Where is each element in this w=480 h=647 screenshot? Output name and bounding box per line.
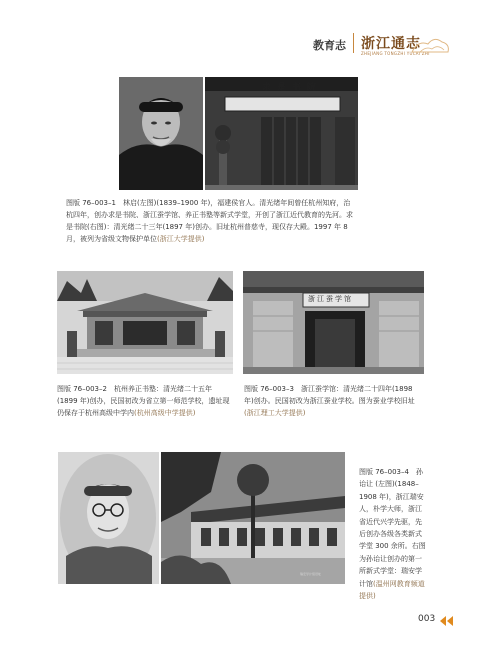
lin-qi-portrait-photo — [119, 77, 203, 190]
cloud-ornament-icon — [410, 34, 450, 56]
photo-stamp: 瑞安学计馆旧址 — [300, 572, 322, 576]
caption-plate-1 — [66, 197, 356, 245]
section-label: 教育志 — [313, 39, 346, 52]
double-arrow-icon — [438, 612, 454, 624]
book-title: 浙江通志 — [361, 36, 421, 52]
qiushi-signboard: 求是书院 — [262, 83, 323, 93]
qiushi-academy-photo — [205, 77, 358, 190]
caption-4-credit: (温州网教育频道提供) — [359, 579, 425, 601]
caption-plate-4 — [359, 466, 427, 602]
yangzheng-academy-photo — [57, 271, 233, 374]
caption-2-credit: (杭州高级中学提供) — [134, 409, 196, 417]
caption-3-text: 图版 76–003–3 浙江蚕学馆：清光绪二十四年(1898 年)创办。民国初改为浙江蚕业学校。图为蚕业学校旧址 — [244, 385, 415, 405]
caption-1-text: 图版 76–003–1 林启(左图)(1839–1900 年)，福建侯官人。清光绪年间曾任杭州知府，治杭四年，创办求是书院、浙江蚕学馆、养正书塾等新式学堂，开创了浙江近代教育的先河。求是书院(右图)：清光绪二十三年(1897 年)创办。旧址杭州普慈寺，现仅存大殿。1997 年 8 月，被列为省级文物保护单位 — [66, 199, 353, 243]
caption-1-credit: (浙江大学提供) — [157, 235, 205, 243]
cansang-school-photo — [243, 271, 424, 374]
book-subtitle: ZHEJIANG TONGZHI YUCAI ZHI — [361, 51, 430, 56]
ruian-school-photo — [161, 452, 345, 584]
caption-3-credit: (浙江理工大学提供) — [244, 409, 306, 417]
caption-4-text: 图版 76–003–4 孙诒让 (左图)(1848–1908 年)，浙江瑞安人，朴学大师，浙江省近代兴学先驱，先后创办各级各类新式学堂 300 余所。右图为孙诒让创办的第一所新式学堂：瑞安学计馆 — [359, 468, 426, 588]
caption-plate-3 — [244, 383, 424, 419]
caption-plate-2 — [57, 383, 232, 419]
header-divider — [353, 33, 354, 53]
caption-2-text: 图版 76–003–2 杭州养正书塾：清光绪二十五年(1899 年)创办，民国初改为省立第一师范学校，遗址现仍保存于杭州高级中学内 — [57, 385, 230, 417]
page-number: 003 — [418, 614, 436, 624]
cansang-signboard: 浙江蚕学馆 — [308, 295, 353, 303]
sun-yirang-portrait-photo — [58, 452, 159, 584]
